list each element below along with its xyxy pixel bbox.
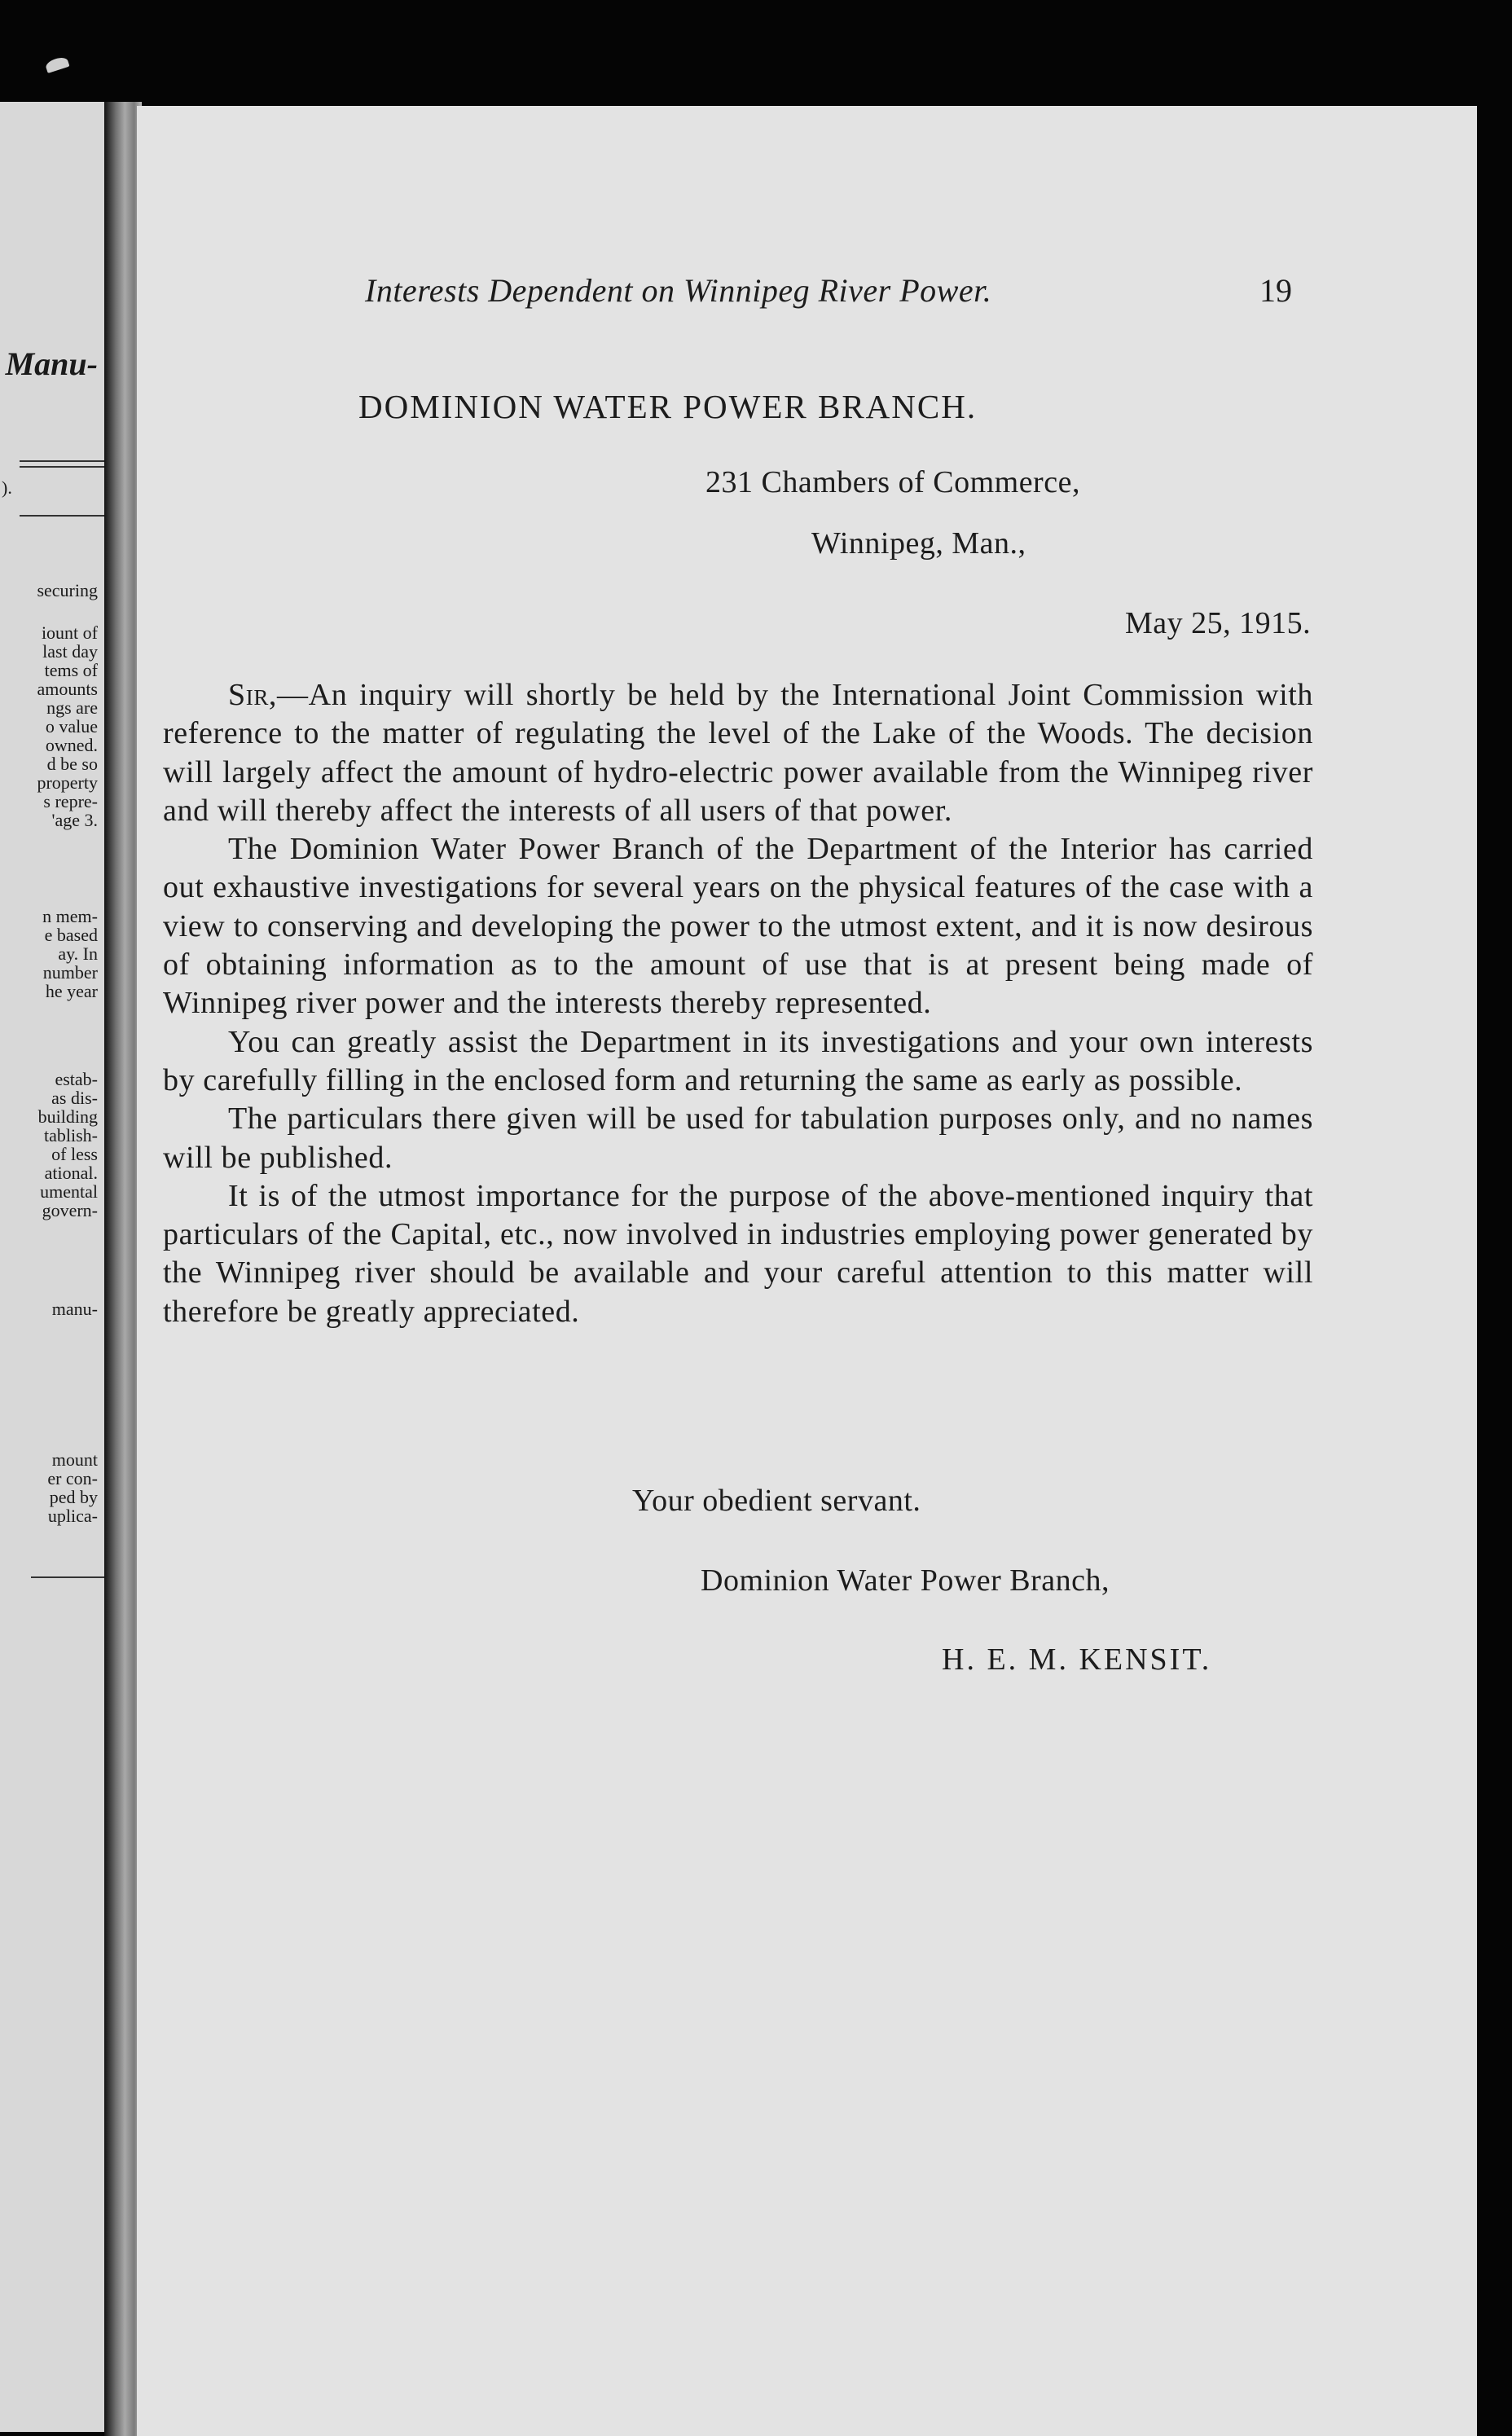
facing-page-line: o value [45,716,98,737]
facing-page-line: tems of [44,660,98,680]
page-number: 19 [1259,272,1292,309]
facing-page-line: er con- [47,1468,98,1488]
body-paragraph: The Dominion Water Power Branch of the Department of the Interior has carried out exhaustive investigations for several years on the physical features of the case with a view to conserving and developing the power to the utmost extent, and it is now desirous of obtaining information as to the amount of use that is at present being made of Winnipeg river power and the interests thereby represented. [163,832,1313,1021]
facing-page-line: n mem- [42,906,98,926]
facing-page-rule-label: ). [2,477,12,498]
salutation: Sir, [228,678,278,712]
facing-page-heading: Manu- [5,345,98,382]
letter-body [163,676,1313,1331]
facing-page-line: ational. [44,1163,98,1183]
facing-page-line: ngs are [46,697,98,718]
body-paragraph [163,676,1313,830]
facing-page-line: d be so [46,754,98,774]
facing-page-line: mount [51,1449,98,1470]
facing-page-line: estab- [55,1069,98,1089]
address-line-1: 231 Chambers of Commerce, [705,465,1080,499]
facing-page-line: property [37,772,98,793]
facing-page-line: tablish- [44,1125,98,1145]
signature-name: H. E. M. KENSIT. [942,1642,1212,1677]
letter-date: May 25, 1915. [1125,606,1312,640]
paragraph-text: —An inquiry will shortly be held by the International Joint Commission with reference to the matter of regulating the level of the Lake of the Woods. The decision will largely affect the amount of hydro-electric power available from the Winnipeg river and will thereby affect the interests of all users of that power. [163,678,1313,828]
facing-page-fragment [0,102,104,2432]
facing-page-line: e based [44,925,98,945]
body-paragraph: The particulars there given will be used for tabulation purposes only, and no names will be published. [163,1101,1313,1175]
body-paragraph: It is of the utmost importance for the purpose of the above-mentioned inquiry that particulars of the Capital, etc., now involved in industries employing power generated by the Winnipeg river should be available and your careful attention to this matter will therefore be greatly appreciated. [163,1178,1313,1329]
facing-page-line: amounts [37,679,98,699]
facing-page-line: ay. In [58,943,98,964]
facing-page-line: s repre- [43,791,98,811]
facing-page-line: manu- [51,1299,98,1319]
facing-page-line: uplica- [47,1506,98,1526]
facing-page-line: umental [40,1181,98,1202]
facing-page-line: number [42,962,98,983]
facing-page-line: iount of [41,622,98,643]
facing-page-line: govern- [42,1200,98,1220]
facing-page-line: he year [45,981,98,1001]
facing-page-line: 'age 3. [51,810,98,830]
facing-page-line: as dis- [51,1088,98,1108]
facing-page-line: building [37,1106,98,1127]
signature-branch: Dominion Water Power Branch, [701,1563,1110,1598]
facing-page-line: of less [51,1144,98,1164]
body-paragraph: You can greatly assist the Department in its investigations and your own interests by carefully filling in the enclosed form and returning the same as early as possible. [163,1024,1313,1097]
facing-page-line: owned. [45,735,98,755]
facing-page-line: ped by [49,1487,98,1507]
facing-page-rule [20,460,104,462]
address-line-2: Winnipeg, Man., [811,526,1026,561]
facing-page-line: securing [37,580,98,600]
page-19 [137,106,1477,2436]
letterhead-title: DOMINION WATER POWER BRANCH. [358,388,978,425]
facing-page-rule [31,1576,104,1578]
facing-page-rule [20,466,104,468]
film-mark [45,55,70,73]
complimentary-close: Your obedient servant. [632,1484,921,1518]
running-head: Interests Dependent on Winnipeg River Power. [365,272,992,309]
facing-page-rule [20,515,104,517]
facing-page-line: last day [42,641,98,662]
